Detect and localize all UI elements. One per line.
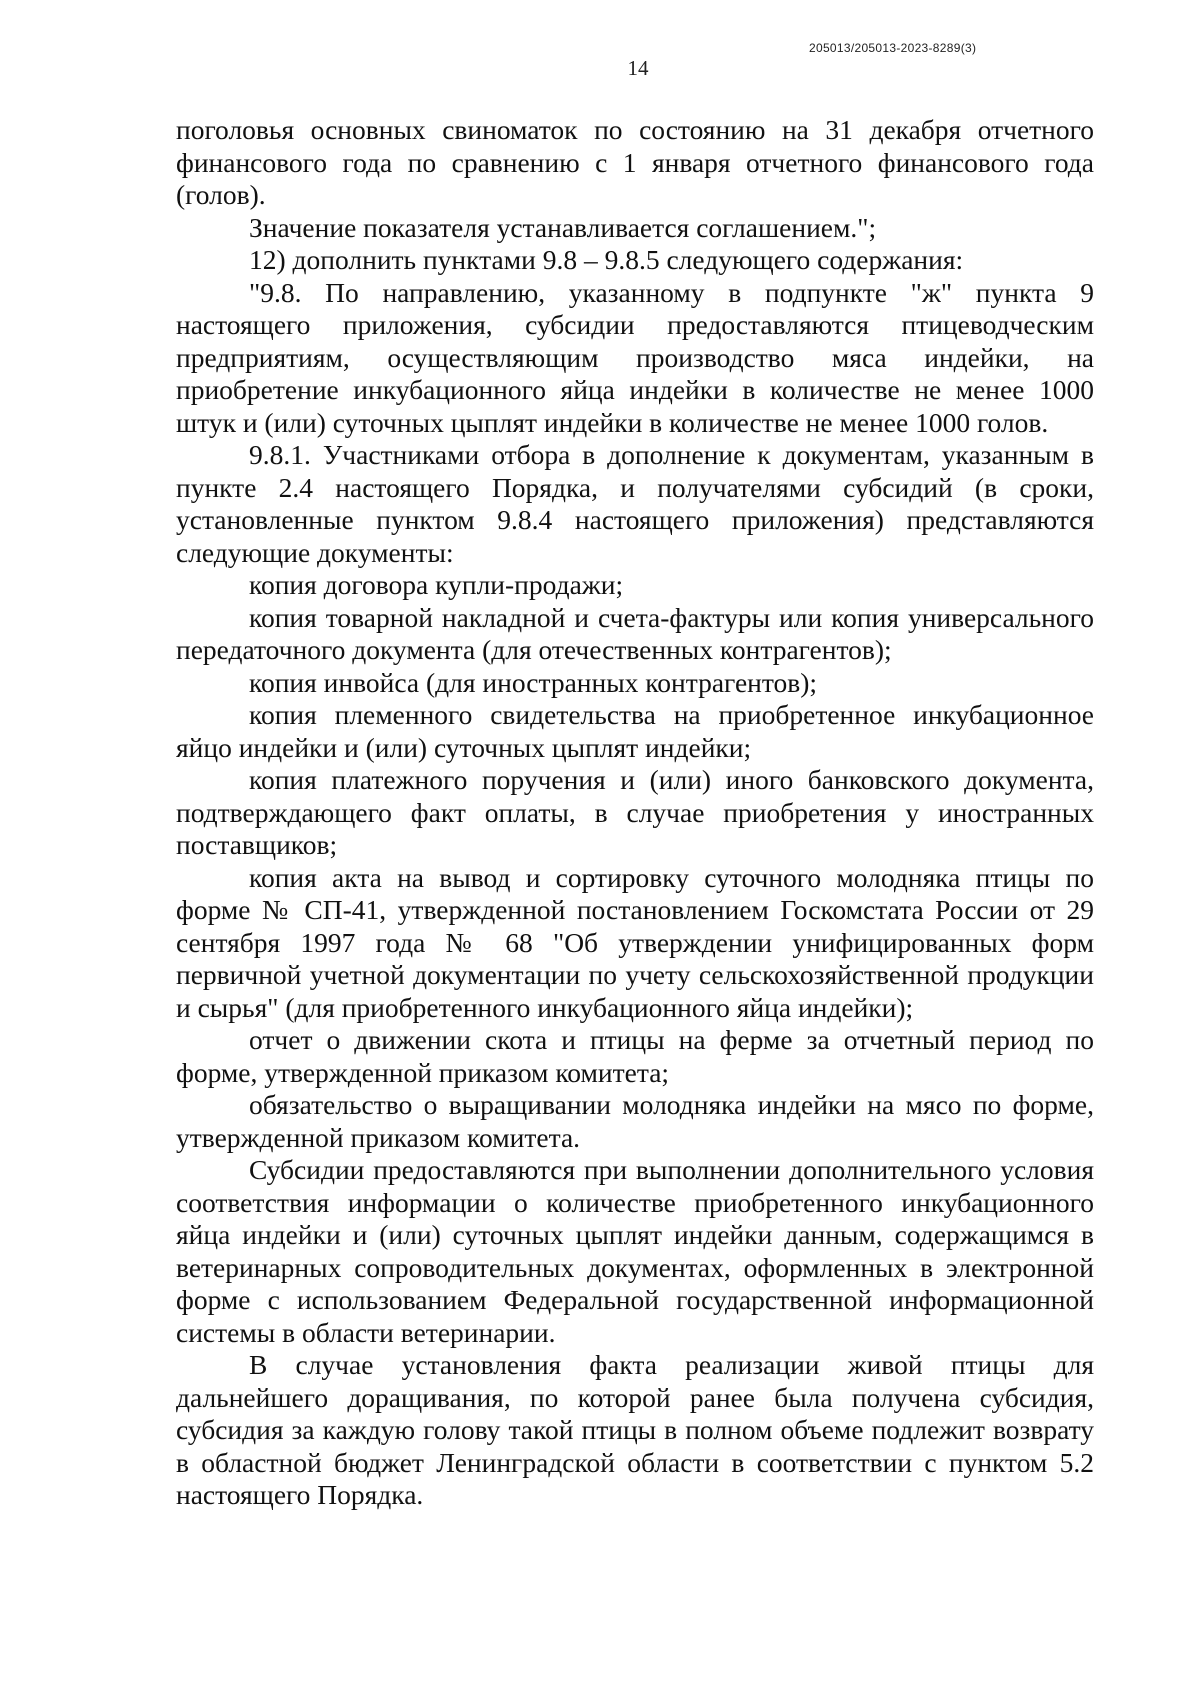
paragraph-livestock-indicator: поголовья основных свиноматок по состоянию на 31 декабря отчетного финансового года по сравнению с 1 января отчетного финансового года (голов). bbox=[176, 114, 1094, 210]
page-number: 14 bbox=[627, 56, 649, 80]
list-item-livestock-report: отчет о движении скота и птицы на ферме за отчетный период по форме, утвержденной приказом комитета; bbox=[176, 1024, 1094, 1088]
document-body bbox=[176, 114, 1094, 1512]
list-item-waybill-invoice: копия товарной накладной и счета-фактуры или копия универсального передаточного документа (для отечественных контрагентов); bbox=[176, 601, 1094, 665]
paragraph-clause-9-8-1: 9.8.1. Участниками отбора в дополнение к документам, указанным в пункте 2.4 настоящего Порядка, и получателями субсидий (в сроки, установленные пунктом 9.8.4 настоящего приложения) представляются следующие документы: bbox=[176, 439, 1094, 568]
document-registration-number: 205013/205013-2023-8289(3) bbox=[809, 41, 977, 55]
paragraph-subsidy-condition: Субсидии предоставляются при выполнении дополнительного условия соответствия информации о количестве приобретенного инкубационного яйца индейки и (или) суточных цыплят индейки данным, содержащимся в ветеринарных сопроводительных документах, оформленных в электронной форме с использованием Федеральной государственной информационной системы в области ветеринарии. bbox=[176, 1154, 1094, 1348]
paragraph-indicator-value: Значение показателя устанавливается соглашением."; bbox=[249, 211, 877, 243]
list-item-sales-contract: копия договора купли-продажи; bbox=[249, 569, 624, 600]
list-item-foreign-invoice: копия инвойса (для иностранных контрагентов); bbox=[249, 666, 818, 698]
paragraph-subsidy-refund: В случае установления факта реализации живой птицы для дальнейшего доращивания, по которой ранее была получена субсидия, субсидия за каждую голову такой птицы в полном объеме подлежит возврату в областной бюджет Ленинградской области в соответствии с пунктом 5.2 настоящего Порядка. bbox=[176, 1349, 1094, 1510]
paragraph-amendment-12: 12) дополнить пунктами 9.8 – 9.8.5 следующего содержания: bbox=[249, 244, 964, 275]
list-item-payment-order: копия платежного поручения и (или) иного банковского документа, подтверждающего факт оплаты, в случае приобретения у иностранных поставщиков; bbox=[176, 764, 1094, 860]
list-item-rearing-obligation: обязательство о выращивании молодняка индейки на мясо по форме, утвержденной приказом комитета. bbox=[176, 1089, 1094, 1153]
list-item-hatching-act: копия акта на вывод и сортировку суточного молодняка птицы по форме № СП-41, утвержденной постановлением Госкомстата России от 29 сентября 1997 года № 68 "Об утверждении унифицированных форм первичной учетной документации по учету сельскохозяйственной продукции и сырья" (для приобретенного инкубационного яйца индейки); bbox=[176, 861, 1094, 1023]
paragraph-clause-9-8: "9.8. По направлению, указанному в подпункте "ж" пункта 9 настоящего приложения, субсидии предоставляются птицеводческим предприятиям, осуществляющим производство мяса индейки, на приобретение инкубационного яйца индейки в количестве не менее 1000 штук и (или) суточных цыплят индейки в количестве не менее 1000 голов. bbox=[176, 276, 1094, 438]
list-item-breeding-certificate: копия племенного свидетельства на приобретенное инкубационное яйцо индейки и (или) суточных цыплят индейки; bbox=[176, 699, 1094, 763]
